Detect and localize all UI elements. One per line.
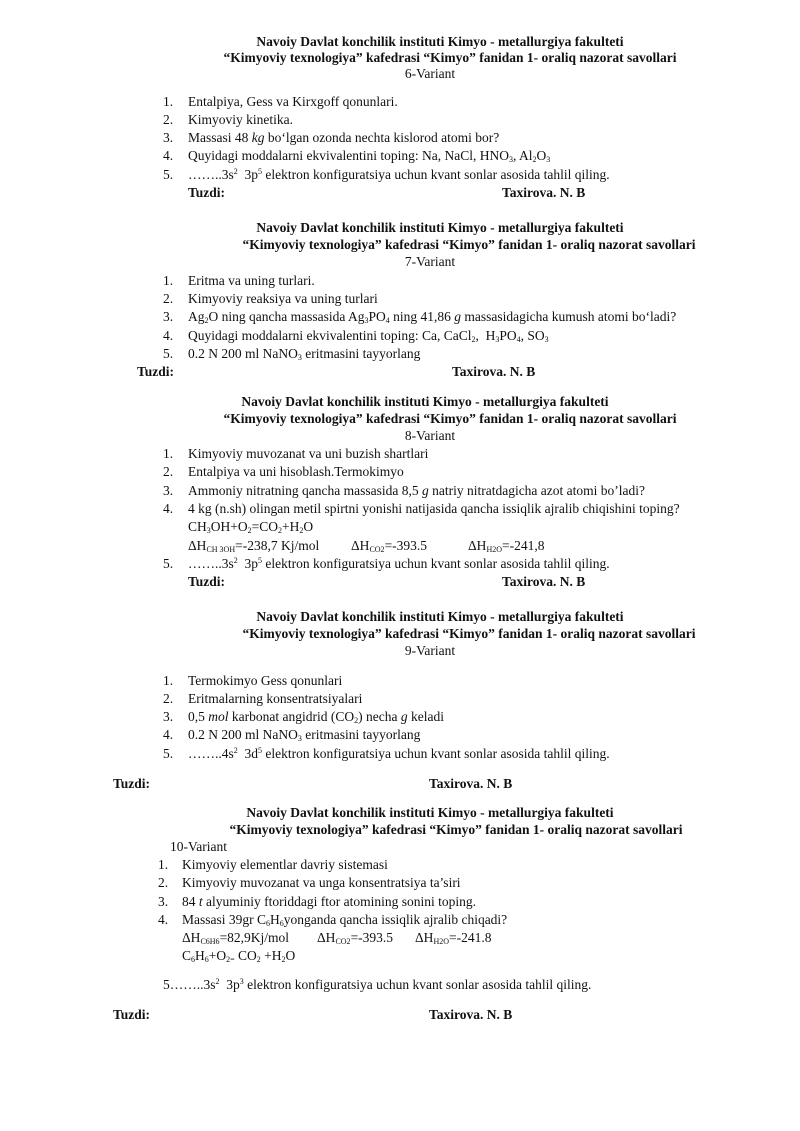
question-4: 4. 0.2 N 200 ml NaNO$_3$ eritmasini tayyorlang [163, 727, 421, 743]
variant-title: 10-Variant [170, 839, 227, 854]
author-name: Taxirova. N. B [502, 574, 586, 589]
institute-header: Navoiy Davlat konchilik instituti Kimyo - metallurgiya fakulteti [241, 394, 609, 409]
question-2: 2. Kimyoviy muvozanat va unga konsentratsiya ta’siri [158, 875, 461, 890]
question-1: 1. Termokimyo Gess qonunlari [163, 673, 343, 688]
question-1: 1. Kimyoviy muvozanat va uni buzish shartlari [163, 446, 429, 461]
question-2: 2. Kimyoviy reaksiya va uning turlari [163, 291, 378, 306]
reaction-equation: $CH_3OH+O_2=CO_2+H_2O$ [188, 519, 314, 535]
author-name: Taxirova. N. B [429, 776, 513, 791]
department-header: “Kimyoviy texnologiya” kafedrasi “Kimyo” fanidan 1- oraliq nazorat savollari [223, 50, 677, 65]
question-3: 3. $Ag_2O$ ning qancha massasida $Ag_3PO_4$ ning 41,86 g massasidagicha kumush atomi bo‘ladi? [163, 309, 677, 325]
variant-title: 8-Variant [404, 428, 456, 443]
question-4: 4. Massasi 39gr $C_6H_6yonganda$ qancha issiqlik ajralib chiqadi? [158, 912, 508, 928]
tuzdi-label: Tuzdi: [188, 574, 226, 589]
question-5: 5. $\dots\dots..3s^2$ $3p^5$ elektron konfiguratsiya uchun kvant sonlar asosida tahlil qiling. [163, 556, 610, 571]
question-1: 1. Entalpiya, Gess va Kirxgoff qonunlari. [163, 94, 398, 109]
question-5: 5. 0.2 N 200 ml NaNO$_3$ eritmasini tayyorlang [163, 346, 421, 362]
question-1: 1. Kimyoviy elementlar davriy sistemasi [158, 857, 388, 872]
variant-title: 7-Variant [404, 254, 456, 269]
question-1: 1. Eritma va uning turlari. [163, 273, 315, 288]
enthalpy-values: $\Delta H_{C6H6}=82,9Kj$/mol $\Delta H_{CO2}=-393.5$ $\Delta H_{H2O}=-241.8$ [182, 930, 492, 946]
tuzdi-label: Tuzdi: [188, 185, 226, 200]
institute-header: Navoiy Davlat konchilik instituti Kimyo - metallurgiya fakulteti [246, 805, 614, 820]
question-3: 3. Massasi 48 kg bo‘lgan ozonda nechta kislorod atomi bor? [163, 130, 500, 145]
question-3: 3. 0,5 mol karbonat angidrid $(CO_2)$ necha g keladi [163, 709, 444, 725]
author-name: Taxirova. N. B [502, 185, 586, 200]
question-5: 5. $\dots\dots..4s^2$ $3d^5$ elektron konfiguratsiya uchun kvant sonlar asosida tahlil qiling. [163, 746, 610, 761]
question-4: 4. Quyidagi moddalarni ekvivalentini toping: Na, NaCl, $HNO_3$, $Al_2O_3$ [163, 148, 551, 164]
tuzdi-label: Tuzdi: [113, 776, 151, 791]
variant-title: 9-Variant [404, 643, 456, 658]
question-2: 2. Kimyoviy kinetika. [163, 112, 293, 127]
author-name: Taxirova. N. B [429, 1007, 513, 1022]
department-header: “Kimyoviy texnologiya” kafedrasi “Kimyo” fanidan 1- oraliq nazorat savollari [229, 822, 683, 837]
enthalpy-values: $\Delta H_{CH 3OH}=-238,7$ Kj/mol $\Delta H_{CO2}=-393.5$ $\Delta H_{H2O}=-241,8$ [188, 538, 545, 554]
question-2: 2. Entalpiya va uni hisoblash.Termokimyo [163, 464, 404, 479]
tuzdi-label: Tuzdi: [113, 1007, 151, 1022]
reaction-equation: $C_6H_6+O_{2=}$ $CO_2 +H_2O$ [182, 948, 296, 964]
question-4: 4. Quyidagi moddalarni ekvivalentini toping: Ca, CaCl$_2$, $H_3PO_4$, $SO_3$ [163, 328, 549, 344]
department-header: “Kimyoviy texnologiya” kafedrasi “Kimyo” fanidan 1- oraliq nazorat savollari [223, 411, 677, 426]
question-5: 5. $\dots\dots..3s^2$ $3p^5$ elektron konfiguratsiya uchun kvant sonlar asosida tahlil qiling. [163, 167, 610, 182]
institute-header: Navoiy Davlat konchilik instituti Kimyo - metallurgiya fakulteti [256, 220, 624, 235]
question-2: 2. Eritmalarning konsentratsiyalari [163, 691, 363, 706]
department-header: “Kimyoviy texnologiya” kafedrasi “Kimyo” fanidan 1- oraliq nazorat savollari [242, 626, 696, 641]
department-header: “Kimyoviy texnologiya” kafedrasi “Kimyo” fanidan 1- oraliq nazorat savollari [242, 237, 696, 252]
institute-header: Navoiy Davlat konchilik instituti Kimyo - metallurgiya fakulteti [256, 609, 624, 624]
author-name: Taxirova. N. B [452, 364, 536, 379]
question-5: $5\dots\dots..3s^2$ $3p^3$ elektron konfiguratsiya uchun kvant sonlar asosida tahlil qiling. [163, 977, 592, 992]
variant-title: 6-Variant [404, 66, 456, 81]
question-3: 3. Ammoniy nitratning qancha massasida 8,5 g natriy nitratdagicha azot atomi bo’ladi? [163, 483, 646, 498]
question-4: 4. 4 kg (n.sh) olingan metil spirtni yonishi natijasida qancha issiqlik ajralib chiqishini toping? [163, 501, 680, 516]
institute-header: Navoiy Davlat konchilik instituti Kimyo - metallurgiya fakulteti [256, 34, 624, 49]
tuzdi-label: Tuzdi: [137, 364, 175, 379]
question-3: 3. 84 t alyuminiy ftoriddagi ftor atomining sonini toping. [158, 894, 476, 909]
